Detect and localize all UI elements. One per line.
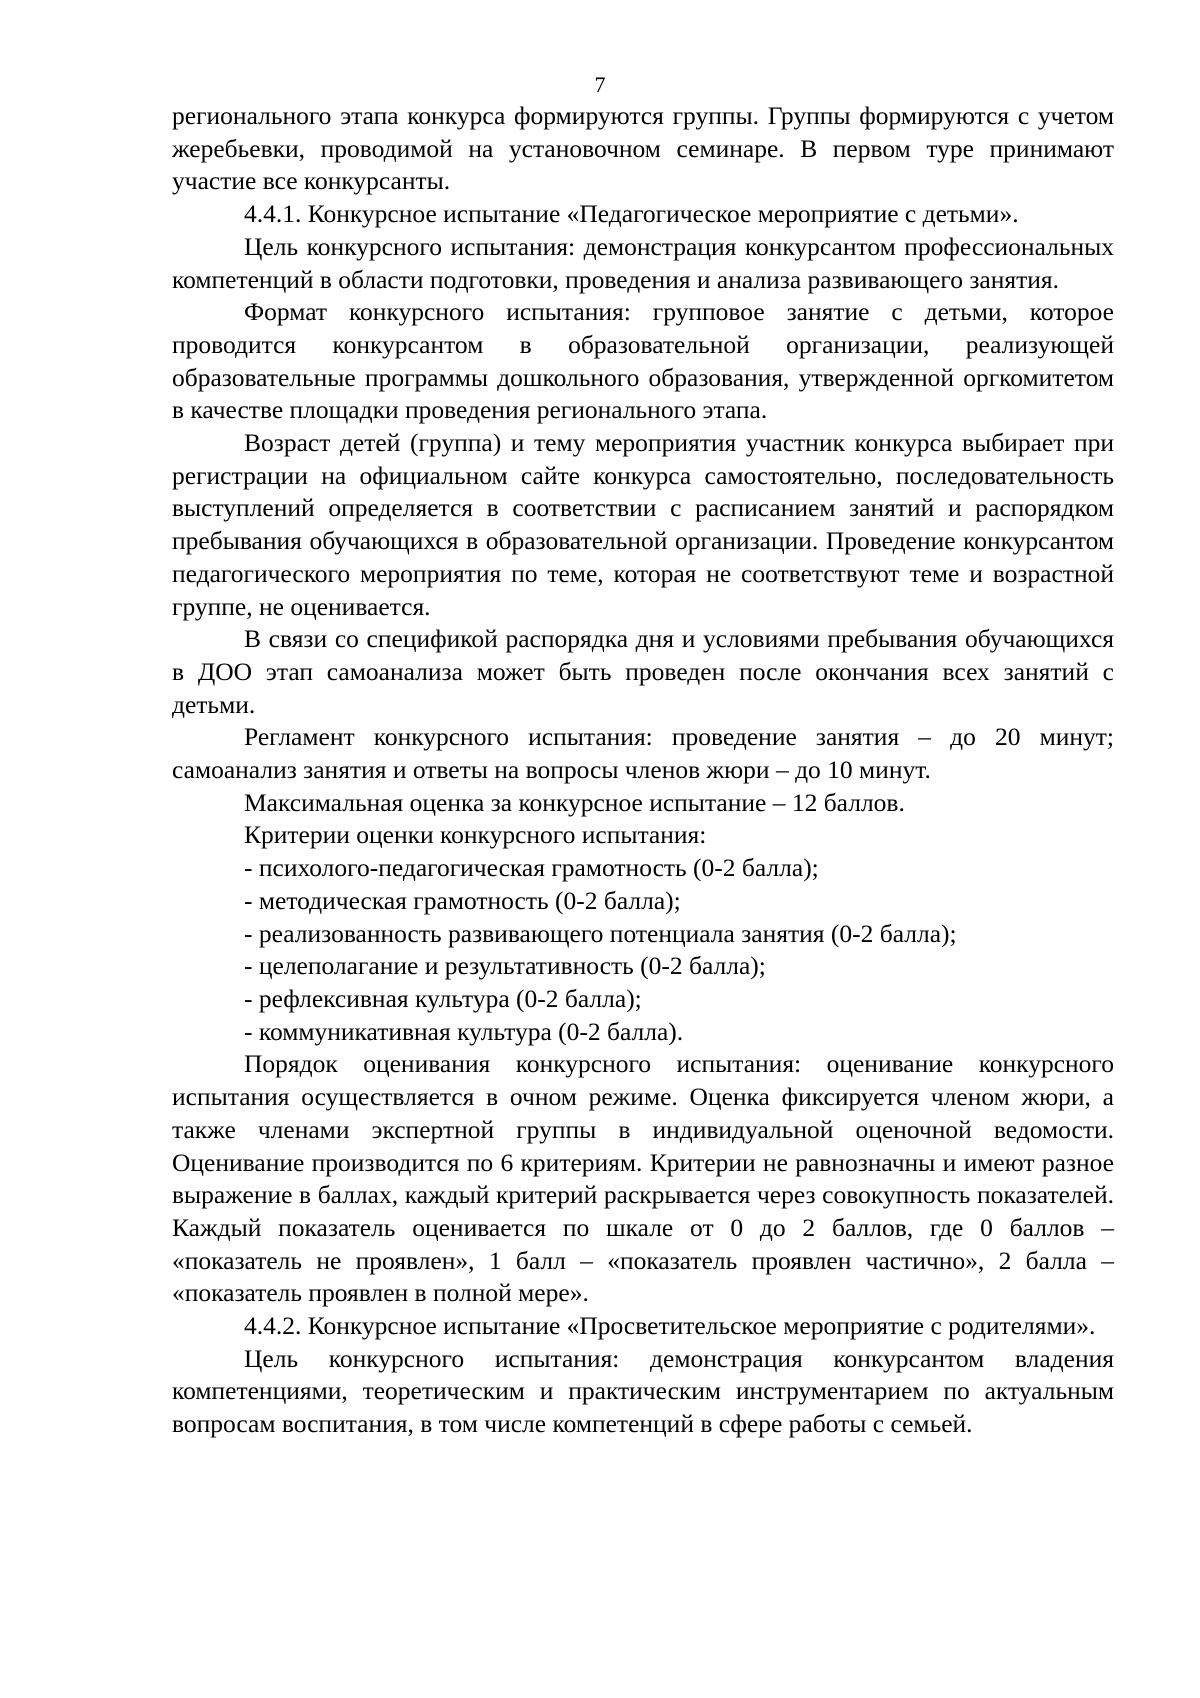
- paragraph-evaluation-procedure: Порядок оценивания конкурсного испытания: оценивание конкурсного испытания осуществляется в очном режиме. Оценка фиксируется членом жюри, а также членами экспертной группы в индивидуальной оценочной ведомости. Оценивание производится по 6 критериям. Критерии не равнозначны и имеют разное выражение в баллах, каждый критерий раскрывается через совокупность показателей. Каждый показатель оценивается по шкале от 0 до 2 баллов, где 0 баллов – «показатель не проявлен», 1 балл – «показатель проявлен частично», 2 балла – «показатель проявлен в полной мере».: [172, 1049, 1114, 1308]
- paragraph-goal-2: Цель конкурсного испытания: демонстрация конкурсантом владения компетенциями, теоретическим и практическим инструментарием по актуальным вопросам воспитания, в том числе компетенций в сфере работы с семьей.: [172, 1343, 1114, 1439]
- document-body: [172, 100, 1114, 1441]
- criteria-item: - коммуникативная культура (0-2 балла).: [244, 1016, 684, 1046]
- criteria-item: - реализованность развивающего потенциала занятия (0-2 балла);: [244, 918, 957, 948]
- section-heading-4-4-1: 4.4.1. Конкурсное испытание «Педагогическое мероприятие с детьми».: [244, 199, 1019, 229]
- paragraph-regulations: Регламент конкурсного испытания: проведение занятия – до 20 минут; самоанализ занятия и ответы на вопросы членов жюри – до 10 минут.: [172, 722, 1114, 785]
- paragraph-format: Формат конкурсного испытания: групповое занятие с детьми, которое проводится конкурсантом в образовательной организации, реализующей образовательные программы дошкольного образования, утвержденной оргкомитетом в качестве площадки проведения регионального этапа.: [172, 297, 1114, 425]
- criteria-item: - методическая грамотность (0-2 балла);: [244, 885, 681, 915]
- paragraph-continuation: регионального этапа конкурса формируются группы. Группы формируются с учетом жеребьевки, проводимой на установочном семинаре. В первом туре принимают участие все конкурсанты.: [172, 101, 1114, 196]
- criteria-item: - психолого-педагогическая грамотность (0-2 балла);: [244, 853, 819, 883]
- paragraph-goal: Цель конкурсного испытания: демонстрация конкурсантом профессиональных компетенций в области подготовки, проведения и анализа развивающего занятия.: [172, 231, 1114, 294]
- page-number: 7: [594, 72, 606, 97]
- section-heading-4-4-2: 4.4.2. Конкурсное испытание «Просветительское мероприятие с родителями».: [244, 1311, 1096, 1341]
- paragraph-age-topic: Возраст детей (группа) и тему мероприятия участник конкурса выбирает при регистрации на официальном сайте конкурса самостоятельно, последовательность выступлений определяется в соответствии с расписанием занятий и распорядком пребывания обучающихся в образовательной организации. Проведение конкурсантом педагогического мероприятия по теме, которая не соответствуют теме и возрастной группе, не оценивается.: [172, 428, 1114, 621]
- criteria-item: - рефлексивная культура (0-2 балла);: [244, 983, 642, 1013]
- paragraph-max-score: Максимальная оценка за конкурсное испытание – 12 баллов.: [244, 787, 905, 817]
- paragraph-criteria-heading: Критерии оценки конкурсного испытания:: [244, 820, 707, 850]
- paragraph-schedule-specifics: В связи со спецификой распорядка дня и условиями пребывания обучающихся в ДОО этап самоанализа может быть проведен после окончания всех занятий с детьми.: [172, 624, 1114, 719]
- criteria-item: - целеполагание и результативность (0-2 балла);: [244, 951, 766, 981]
